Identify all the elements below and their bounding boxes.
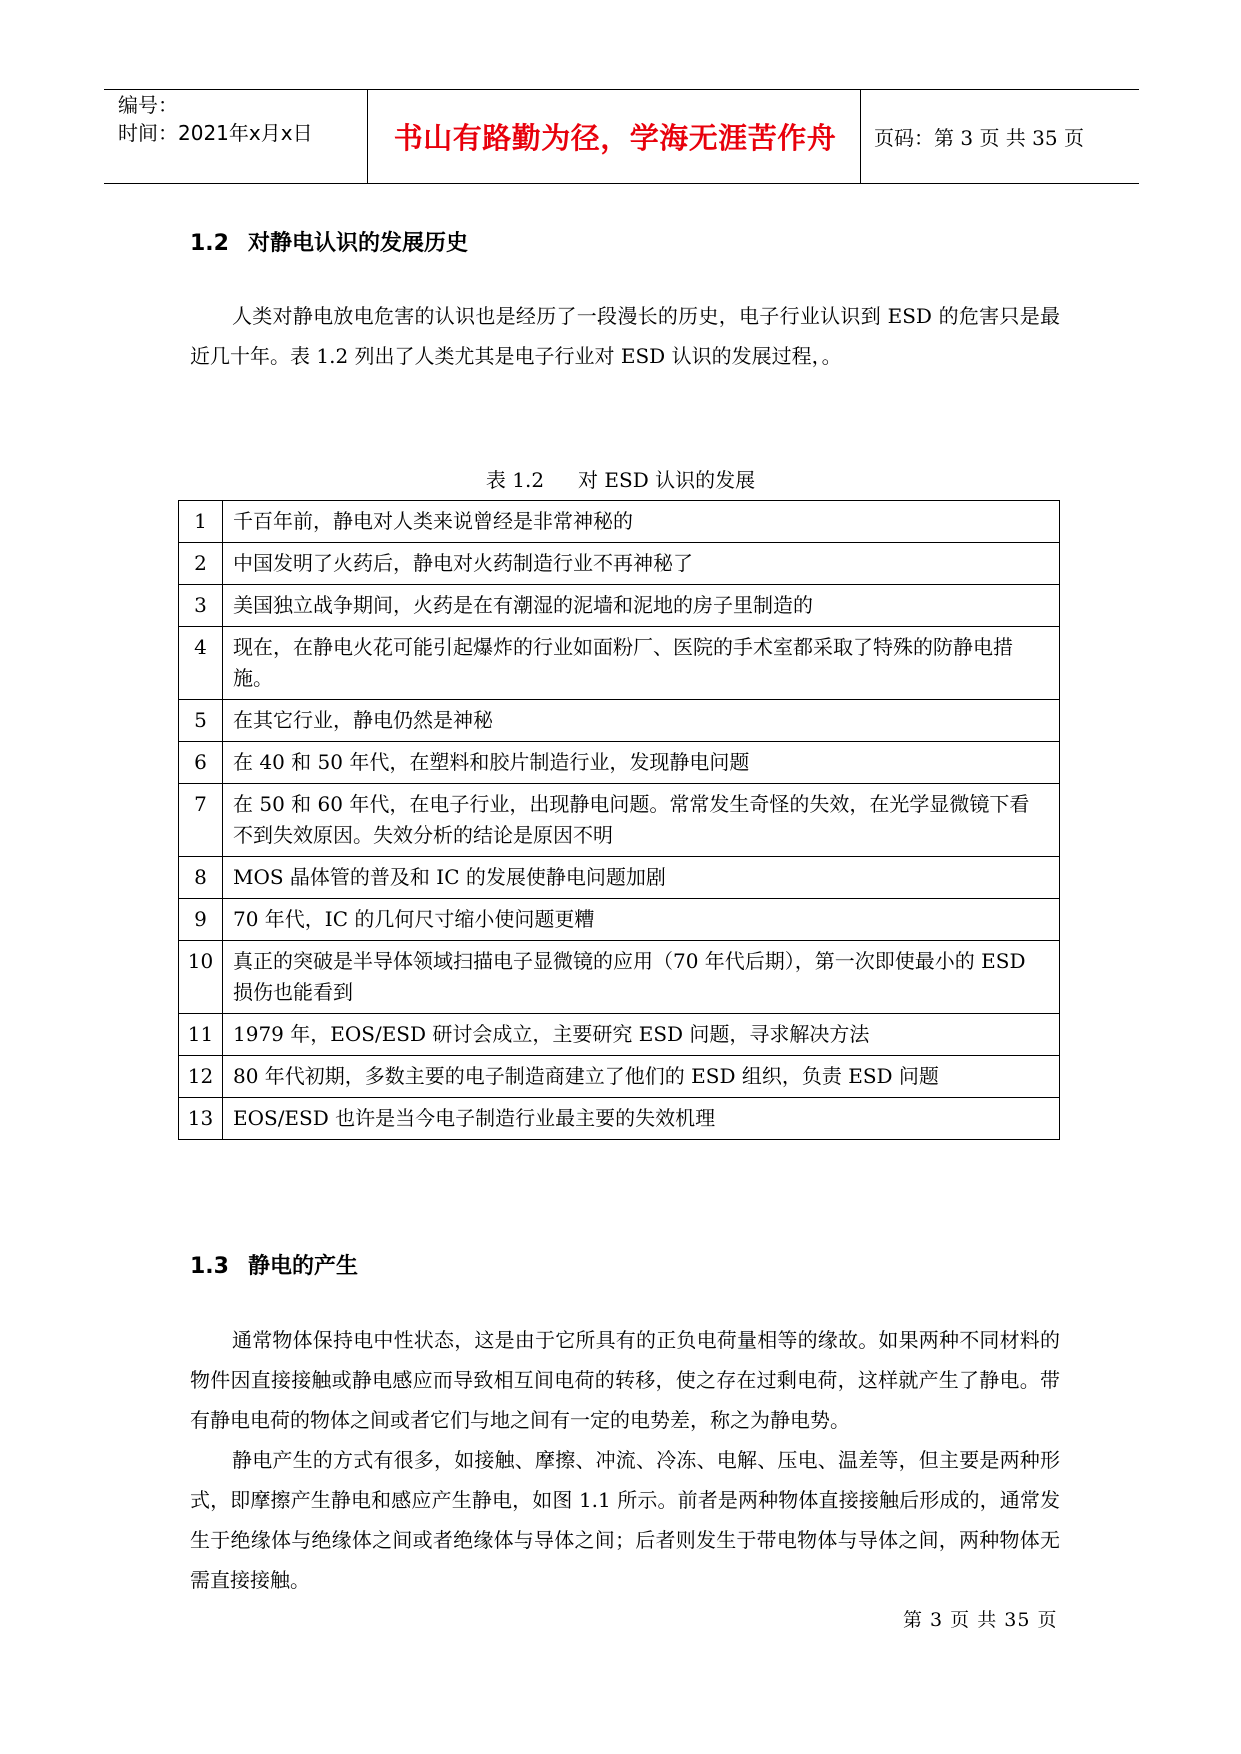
row-text: 美国独立战争期间，火药是在有潮湿的泥墙和泥地的房子里制造的: [223, 585, 1060, 627]
row-text: 在 40 和 50 年代，在塑料和胶片制造行业，发现静电问题: [223, 742, 1060, 784]
table-row: [179, 941, 1060, 1014]
table-row: [179, 784, 1060, 857]
table-caption-title: 对 ESD 认识的发展: [578, 468, 756, 492]
page-footer: 第 3 页 共 35 页: [903, 1609, 1058, 1631]
table-row: [179, 742, 1060, 784]
table-caption: [0, 464, 1241, 493]
table-row: [179, 585, 1060, 627]
row-text: 中国发明了火药后，静电对火药制造行业不再神秘了: [223, 543, 1060, 585]
row-text: MOS 晶体管的普及和 IC 的发展使静电问题加剧: [223, 857, 1060, 899]
row-index: 6: [179, 742, 223, 784]
header-divider: [367, 89, 368, 184]
header-motto: 书山有路勤为径，学海无涯苦作舟: [393, 121, 837, 155]
table-row: [179, 1014, 1060, 1056]
page-header: [104, 89, 1139, 184]
section-number: 1.3: [190, 1254, 229, 1279]
row-index: 5: [179, 700, 223, 742]
header-divider: [860, 89, 861, 184]
row-text: 千百年前，静电对人类来说曾经是非常神秘的: [223, 501, 1060, 543]
table-row: [179, 543, 1060, 585]
row-index: 9: [179, 899, 223, 941]
table-row: [179, 899, 1060, 941]
row-text: 真正的突破是半导体领域扫描电子显微镜的应用（70 年代后期），第一次即使最小的 ESD 损伤也能看到: [223, 941, 1060, 1014]
table-row: [179, 857, 1060, 899]
row-index: 7: [179, 784, 223, 857]
row-index: 13: [179, 1098, 223, 1140]
table-row: [179, 627, 1060, 700]
section-1-3-paragraph-1: 通常物体保持电中性状态，这是由于它所具有的正负电荷量相等的缘故。如果两种不同材料的物件因直接接触或静电感应而导致相互间电荷的转移，使之存在过剩电荷，这样就产生了静电。带有静电电荷的物体之间或者它们与地之间有一定的电势差，称之为静电势。: [190, 1328, 1060, 1432]
table-caption-number: 表 1.2: [485, 468, 545, 492]
esd-history-table: [178, 500, 1060, 1140]
header-meta: [118, 91, 313, 147]
section-1-3-paragraph-2: 静电产生的方式有很多，如接触、摩擦、冲流、冷冻、电解、压电、温差等，但主要是两种形式，即摩擦产生静电和感应产生静电，如图 1.1 所示。前者是两种物体直接接触后形成的，通常发生于绝缘体与绝缘体之间或者绝缘体与导体之间；后者则发生于带电物体与导体之间，两种物体无需直接接触。: [190, 1448, 1060, 1592]
header-page-info: 页码：第 3 页 共 35 页: [874, 126, 1084, 150]
table-row: [179, 1098, 1060, 1140]
row-text: 70 年代，IC 的几何尺寸缩小使问题更糟: [223, 899, 1060, 941]
section-heading-1-2: [190, 226, 468, 257]
row-index: 3: [179, 585, 223, 627]
table-row: [179, 1056, 1060, 1098]
row-index: 10: [179, 941, 223, 1014]
row-index: 12: [179, 1056, 223, 1098]
row-text: EOS/ESD 也许是当今电子制造行业最主要的失效机理: [223, 1098, 1060, 1140]
section-number: 1.2: [190, 231, 229, 256]
section-title: 静电的产生: [248, 1254, 359, 1279]
row-text: 在 50 和 60 年代，在电子行业，出现静电问题。常常发生奇怪的失效，在光学显微镜下看不到失效原因。失效分析的结论是原因不明: [223, 784, 1060, 857]
row-text: 现在，在静电火花可能引起爆炸的行业如面粉厂、医院的手术室都采取了特殊的防静电措施。: [223, 627, 1060, 700]
row-index: 11: [179, 1014, 223, 1056]
section-heading-1-3: [190, 1249, 358, 1280]
header-number-label: 编号：: [118, 93, 178, 117]
row-text: 1979 年，EOS/ESD 研讨会成立，主要研究 ESD 问题，寻求解决方法: [223, 1014, 1060, 1056]
row-index: 1: [179, 501, 223, 543]
row-index: 2: [179, 543, 223, 585]
header-time-label: 时间：2021年x月x日: [118, 121, 313, 145]
row-index: 4: [179, 627, 223, 700]
section-title: 对静电认识的发展历史: [248, 231, 469, 256]
row-index: 8: [179, 857, 223, 899]
row-text: 在其它行业，静电仍然是神秘: [223, 700, 1060, 742]
table-row: [179, 501, 1060, 543]
table-row: [179, 700, 1060, 742]
row-text: 80 年代初期，多数主要的电子制造商建立了他们的 ESD 组织，负责 ESD 问题: [223, 1056, 1060, 1098]
section-1-2-paragraph: 人类对静电放电危害的认识也是经历了一段漫长的历史，电子行业认识到 ESD 的危害只是最近几十年。表 1.2 列出了人类尤其是电子行业对 ESD 认识的发展过程，。: [190, 304, 1060, 368]
